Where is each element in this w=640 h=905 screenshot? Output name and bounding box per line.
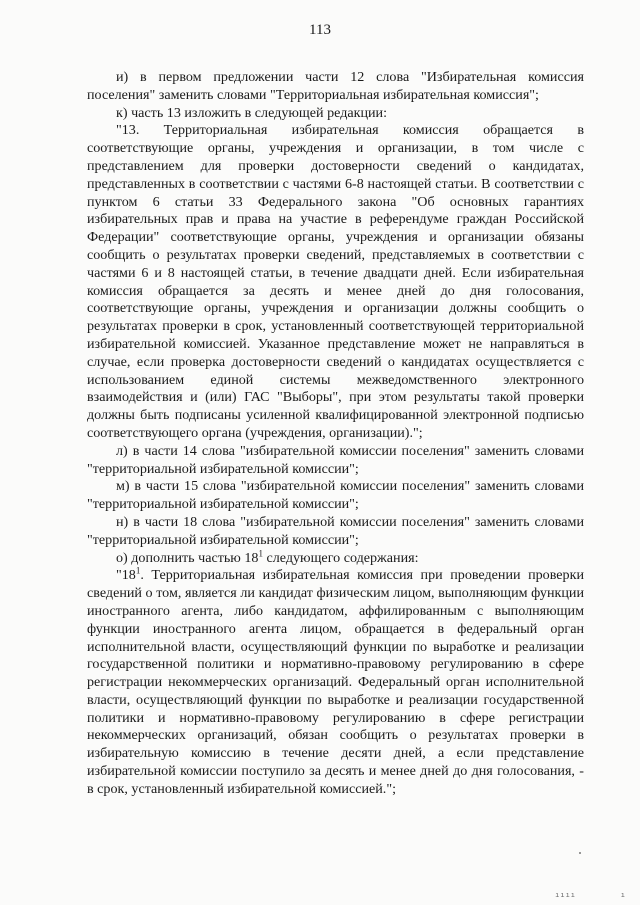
paragraph (87, 443, 584, 479)
document-body (87, 69, 584, 799)
page-number: 113 (309, 22, 331, 38)
scan-speck (579, 852, 581, 854)
paragraph (87, 69, 584, 105)
paragraph (87, 105, 584, 123)
paragraph-text: к) часть 13 изложить в следующей редакции: (116, 104, 388, 121)
paragraph-text: л) в части 14 слова "избирательной комиссии поселения" заменить словами "территориальной избирательной комиссии"; (87, 442, 584, 477)
paragraph-text: и) в первом предложении части 12 слова "Избирательная комиссия поселения" заменить словами "Территориальная избирательная комиссия"; (87, 69, 584, 103)
paragraph-text: "18 (116, 567, 136, 584)
paragraph (87, 122, 584, 442)
paragraph (87, 514, 584, 550)
superscript-index: 1 (258, 547, 263, 558)
paragraph-text: "13. Территориальная избирательная комиссия обращается в соответствующие органы, учреждения и организации, в том числе с представлением для проверки достоверности сведений о кандидатах, представленных в соответствии с частями 6-8 настоящей статьи. В соответствии с пунктом 6 статьи 33 Федерального закона "Об основных гарантиях избирательных прав и права на участие в референдуме граждан Российской Федерации" соответствующие органы, учреждения и организации обязаны сообщить о результатах проверки сведений, представляемых в соответствии с частями 6 и 8 настоящей статьи, в течение двадцати дней. Если избирательная комиссия обращается за десять и менее дней до дня голосования, соответствующие органы, учреждения и организации должны сообщить о результатах проверки в срок, установленный соответствующей территориальной избирательной комиссией. Указанное представление может не направляться в случае, если проверка достоверности сведений о кандидатах осуществляется с использованием единой системы межведомственного электронного взаимодействия и (или) ГАС "Выборы", при этом результаты такой проверки должны быть подписаны усиленной квалифицированной электронной подписью соответствующего органа (учреждения, организации)."; (87, 122, 584, 441)
scan-mark-left: ıııı (555, 891, 576, 899)
paragraph-text: следующего содержания: (262, 549, 419, 566)
paragraph-text: . Территориальная избирательная комиссия при проведении проверки сведений о том, является ли кандидат физическим лицом, выполняющим функции иностранного агента, либо кандидатом, аффилированным с выполняющим функции иностранного агента лицом, обращается в федеральный орган исполнительной власти, осуществляющий функции по выработке и реализации государственной политики и нормативно-правовому регулированию в сфере регистрации некоммерческих организаций. Федеральный орган исполнительной власти, осуществляющий функции по выработке и реализации государственной политики и нормативно-правовому регулированию в сфере регистрации некоммерческих организаций, обязан сообщить о результатах проверки в избирательную комиссию в течение десяти дней, а если представление избирательной комиссии поступило за десять и менее дней до дня голосования, - в срок, установленный избирательной комиссией."; (87, 567, 584, 797)
paragraph-text: о) дополнить частью 18 (116, 549, 259, 566)
scan-mark-right: ı (620, 891, 626, 899)
paragraph (87, 478, 584, 514)
paragraph (87, 547, 584, 568)
paragraph-text: м) в части 15 слова "избирательной комиссии поселения" заменить словами "территориальной избирательной комиссии"; (87, 478, 584, 513)
paragraph (87, 567, 584, 798)
paragraph-text: н) в части 18 слова "избирательной комиссии поселения" заменить словами "территориальной избирательной комиссии"; (87, 513, 584, 548)
superscript-index: 1 (135, 565, 141, 576)
